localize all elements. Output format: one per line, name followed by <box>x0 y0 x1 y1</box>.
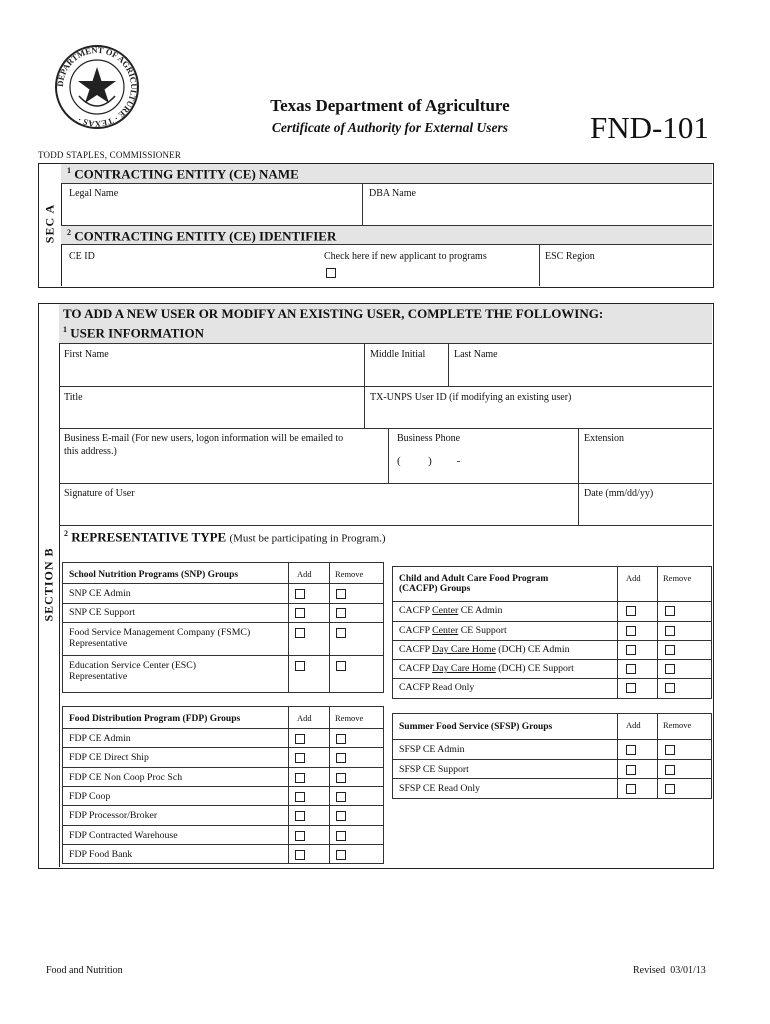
snp-row: Food Service Management Company (FSMC) Representative <box>69 627 251 649</box>
snp-ce-admin-add[interactable] <box>295 589 305 599</box>
snp-remove-col: Remove <box>335 569 364 579</box>
date-label[interactable]: Date (mm/dd/yy) <box>584 488 654 499</box>
section-a <box>38 163 714 288</box>
fdp-row: FDP CE Direct Ship <box>69 752 149 764</box>
section-b <box>38 303 714 869</box>
fdp-add-checkbox[interactable] <box>295 831 305 841</box>
fdp-row: FDP CE Non Coop Proc Sch <box>69 771 183 783</box>
cacfp-add-col: Add <box>626 573 641 583</box>
cacfp-read-only-remove[interactable] <box>665 683 675 693</box>
cacfp-dch-support-remove[interactable] <box>665 664 675 674</box>
sfsp-row: SFSP CE Admin <box>399 744 465 755</box>
fdp-group <box>62 706 384 864</box>
sfsp-group <box>392 713 712 799</box>
snp-esc-remove[interactable] <box>336 661 346 671</box>
sfsp-remove-col: Remove <box>663 720 692 730</box>
dba-name-label[interactable]: DBA Name <box>369 188 416 199</box>
snp-ce-support-add[interactable] <box>295 608 305 618</box>
section-a-label: SEC A <box>42 203 57 244</box>
agency-name: Texas Department of Agriculture <box>270 96 510 115</box>
fdp-remove-checkbox[interactable] <box>336 831 346 841</box>
cacfp-center-support-remove[interactable] <box>665 626 675 636</box>
first-name-label[interactable]: First Name <box>64 349 109 360</box>
sfsp-remove-checkbox[interactable] <box>665 745 675 755</box>
cacfp-dch-admin-remove[interactable] <box>665 645 675 655</box>
department-seal <box>54 44 140 130</box>
fdp-add-checkbox[interactable] <box>295 850 305 860</box>
snp-title: School Nutrition Programs (SNP) Groups <box>69 570 239 580</box>
ce-identifier-header: $^2$ CONTRACTING ENTITY (CE) IDENTIFIER <box>61 225 712 245</box>
form-number: FND-101 <box>590 110 709 145</box>
new-applicant-checkbox[interactable] <box>326 268 336 278</box>
snp-fsmc-remove[interactable] <box>336 628 346 638</box>
seal-text: DEPARTMENT OF AGRICULTURE · TEXAS · <box>54 44 140 130</box>
fdp-title: Food Distribution Program (FDP) Groups <box>69 714 241 724</box>
phone-format: ( ) - <box>397 455 461 467</box>
signature-label[interactable]: Signature of User <box>64 488 135 499</box>
cacfp-row: CACFP Center CE Admin <box>399 605 503 616</box>
fdp-remove-checkbox[interactable] <box>336 850 346 860</box>
cacfp-dch-admin-add[interactable] <box>626 645 636 655</box>
middle-initial-label[interactable]: Middle Initial <box>370 349 426 360</box>
cacfp-row: CACFP Center CE Support <box>399 625 507 636</box>
snp-ce-admin-remove[interactable] <box>336 589 346 599</box>
sfsp-add-checkbox[interactable] <box>626 765 636 775</box>
email-label[interactable]: Business E-mail (For new users, logon information will be emailed to this address.) <box>64 433 344 457</box>
cacfp-center-support-add[interactable] <box>626 626 636 636</box>
cacfp-row: CACFP Day Care Home (DCH) CE Support <box>399 663 574 674</box>
fdp-add-checkbox[interactable] <box>295 734 305 744</box>
cacfp-title: Child and Adult Care Food Program (CACFP) Groups <box>399 574 549 594</box>
fdp-remove-checkbox[interactable] <box>336 792 346 802</box>
cacfp-remove-col: Remove <box>663 573 692 583</box>
extension-label[interactable]: Extension <box>584 433 624 444</box>
fdp-remove-checkbox[interactable] <box>336 811 346 821</box>
fdp-row: FDP Processor/Broker <box>69 810 158 822</box>
ce-id-label[interactable]: CE ID <box>69 251 95 262</box>
phone-label[interactable]: Business Phone <box>397 433 461 444</box>
ce-name-header: $^1$ CONTRACTING ENTITY (CE) NAME <box>61 164 712 184</box>
snp-esc-add[interactable] <box>295 661 305 671</box>
sfsp-add-checkbox[interactable] <box>626 784 636 794</box>
cacfp-row: CACFP Read Only <box>399 682 475 693</box>
snp-ce-support-remove[interactable] <box>336 608 346 618</box>
snp-row: Education Service Center (ESC) Representative <box>69 660 197 682</box>
fdp-row: FDP Food Bank <box>69 848 133 860</box>
esc-region-label[interactable]: ESC Region <box>545 251 595 262</box>
snp-row: SNP CE Support <box>69 607 136 618</box>
snp-add-col: Add <box>297 569 312 579</box>
form-subtitle: Certificate of Authority for External Users <box>271 120 509 135</box>
last-name-label[interactable]: Last Name <box>454 349 498 360</box>
snp-row: SNP CE Admin <box>69 588 131 599</box>
snp-group <box>62 562 384 693</box>
legal-name-label[interactable]: Legal Name <box>69 188 119 199</box>
user-id-label[interactable]: TX-UNPS User ID (if modifying an existing user) <box>370 392 572 403</box>
cacfp-center-admin-add[interactable] <box>626 606 636 616</box>
sfsp-row: SFSP CE Read Only <box>399 783 481 794</box>
sfsp-title: Summer Food Service (SFSP) Groups <box>399 722 553 732</box>
fdp-add-checkbox[interactable] <box>295 811 305 821</box>
new-applicant-label: Check here if new applicant to programs <box>324 251 487 262</box>
fdp-remove-checkbox[interactable] <box>336 753 346 763</box>
fdp-add-checkbox[interactable] <box>295 753 305 763</box>
fdp-row: FDP Contracted Warehouse <box>69 829 178 841</box>
sfsp-row: SFSP CE Support <box>399 763 469 775</box>
cacfp-row: CACFP Day Care Home (DCH) CE Admin <box>399 644 570 655</box>
commissioner-name: TODD STAPLES, COMMISSIONER <box>38 150 182 160</box>
title-label[interactable]: Title <box>64 392 83 403</box>
sfsp-add-col: Add <box>626 720 641 730</box>
cacfp-read-only-add[interactable] <box>626 683 636 693</box>
fdp-remove-checkbox[interactable] <box>336 734 346 744</box>
cacfp-group <box>392 566 712 699</box>
cacfp-center-admin-remove[interactable] <box>665 606 675 616</box>
fdp-add-col: Add <box>297 713 312 723</box>
fdp-row: FDP CE Admin <box>69 733 131 744</box>
footer-right: Revised 03/01/13 <box>633 965 706 976</box>
sfsp-remove-checkbox[interactable] <box>665 765 675 775</box>
sfsp-remove-checkbox[interactable] <box>665 784 675 794</box>
cacfp-dch-support-add[interactable] <box>626 664 636 674</box>
fdp-add-checkbox[interactable] <box>295 773 305 783</box>
fdp-remove-col: Remove <box>335 713 364 723</box>
fdp-remove-checkbox[interactable] <box>336 773 346 783</box>
sfsp-add-checkbox[interactable] <box>626 745 636 755</box>
section-b-header: TO ADD A NEW USER OR MODIFY AN EXISTING USER, COMPLETE THE FOLLOWING: $^1$ USER INFORMATION <box>59 304 712 344</box>
fdp-add-checkbox[interactable] <box>295 792 305 802</box>
footer-left: Food and Nutrition <box>46 965 123 976</box>
snp-fsmc-add[interactable] <box>295 628 305 638</box>
fdp-row: FDP Coop <box>69 790 111 802</box>
section-b-label: SECTION B <box>41 547 56 622</box>
representative-type-heading: $^2$ REPRESENTATIVE TYPE (Must be participating in Program.) <box>64 529 386 545</box>
